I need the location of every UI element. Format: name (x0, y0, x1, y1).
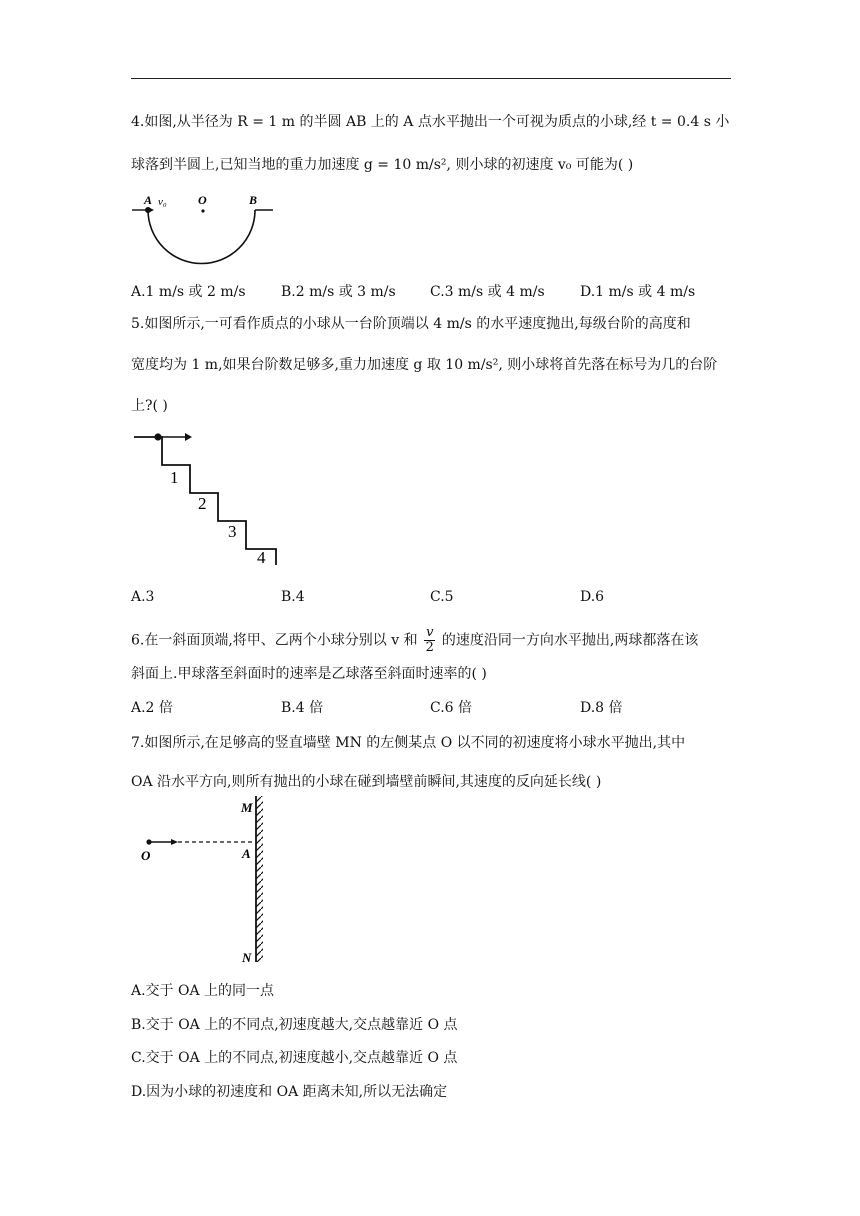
q4-option-c[interactable]: C.3 m/s 或 4 m/s (430, 284, 545, 300)
q5-staircase-figure (130, 425, 290, 570)
q5-step-3: 3 (228, 522, 237, 541)
q7-wall-figure (135, 790, 280, 970)
q6-option-a[interactable]: A.2 倍 (131, 700, 173, 716)
q7-stem-line2: OA 沿水平方向,则所有抛出的小球在碰到墙壁前瞬间,其速度的反向延长线( ) (131, 774, 602, 790)
q4-option-b[interactable]: B.2 m/s 或 3 m/s (281, 284, 396, 300)
q5-option-c[interactable]: C.5 (430, 589, 454, 605)
q5-step-1: 1 (170, 468, 179, 487)
q4-label-o: O (198, 193, 207, 207)
q4-option-a[interactable]: A.1 m/s 或 2 m/s (131, 284, 246, 300)
q6-frac-denominator: 2 (425, 640, 434, 655)
q4-label-v0: v₀ (158, 196, 167, 208)
q7-option-d[interactable]: D.因为小球的初速度和 OA 距离未知,所以无法确定 (131, 1084, 448, 1100)
q5-stem-line2: 宽度均为 1 m,如果台阶数足够多,重力加速度 g 取 10 m/s², 则小球将首先落在标号为几的台阶 (131, 357, 718, 373)
q6-fraction (424, 626, 435, 655)
q4-semicircle-figure (128, 190, 278, 270)
q7-label-m: M (241, 800, 253, 815)
q5-stem-line3: 上?( ) (131, 398, 168, 414)
q4-option-d[interactable]: D.1 m/s 或 4 m/s (580, 284, 696, 300)
q6-stem-line2: 斜面上.甲球落至斜面时的速率是乙球落至斜面时速率的( ) (131, 666, 487, 682)
header-rule (131, 78, 731, 79)
q5-option-b[interactable]: B.4 (281, 589, 305, 605)
q6-frac-numerator: v (426, 625, 434, 640)
q5-step-2: 2 (198, 494, 207, 513)
q6-option-d[interactable]: D.8 倍 (580, 700, 623, 716)
q7-option-b[interactable]: B.交于 OA 上的不同点,初速度越大,交点越靠近 O 点 (131, 1017, 458, 1033)
q5-option-a[interactable]: A.3 (131, 589, 155, 605)
q7-option-a[interactable]: A.交于 OA 上的同一点 (131, 983, 275, 999)
q6-stem-pre: 6.在一斜面顶端,将甲、乙两个小球分别以 v 和 (131, 632, 418, 649)
q7-stem-line1: 7.如图所示,在足够高的竖直墙壁 MN 的左侧某点 O 以不同的初速度将小球水平抛出,其中 (131, 735, 686, 751)
q4-label-b: B (249, 193, 258, 207)
q4-stem-line1: 4.如图,从半径为 R = 1 m 的半圆 AB 上的 A 点水平抛出一个可视为质点的小球,经 t = 0.4 s 小 (131, 114, 730, 130)
q7-label-a: A (242, 846, 251, 861)
q6-stem-line1 (131, 626, 698, 655)
q7-label-o: O (141, 848, 151, 863)
q4-stem-line2: 球落到半圆上,已知当地的重力加速度 g = 10 m/s², 则小球的初速度 v₀ 可能为( ) (131, 157, 634, 173)
q5-option-d[interactable]: D.6 (580, 589, 605, 605)
q7-label-n: N (242, 950, 252, 965)
q6-option-c[interactable]: C.6 倍 (430, 700, 473, 716)
q4-label-a: A (144, 193, 153, 207)
q7-option-c[interactable]: C.交于 OA 上的不同点,初速度越小,交点越靠近 O 点 (131, 1050, 458, 1066)
q6-option-b[interactable]: B.4 倍 (281, 700, 324, 716)
q6-stem-post: 的速度沿同一方向水平抛出,两球都落在该 (441, 632, 699, 649)
q5-step-4: 4 (257, 548, 266, 567)
q5-stem-line1: 5.如图所示,一可看作质点的小球从一台阶顶端以 4 m/s 的水平速度抛出,每级台阶的高度和 (131, 316, 691, 332)
